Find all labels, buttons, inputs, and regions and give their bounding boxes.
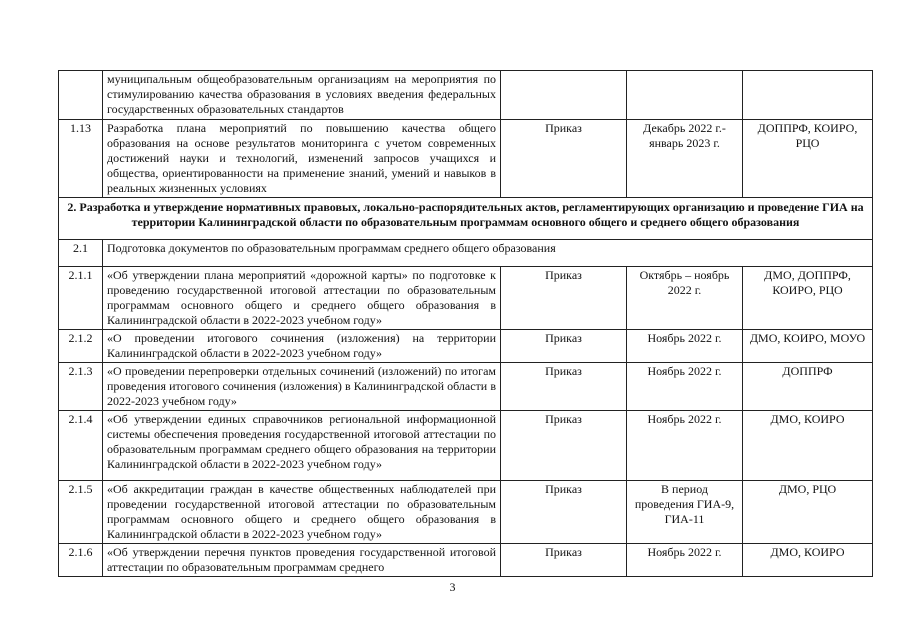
table-row	[59, 71, 873, 120]
document-type: Приказ	[501, 411, 627, 481]
subsection-row	[59, 240, 873, 267]
measure-name: «О проведении итогового сочинения (изложения) на территории Калининградской области в 2022-2023 учебном году»	[103, 330, 501, 363]
responsible: ДМО, РЦО	[743, 481, 873, 544]
deadline: Октябрь – ноябрь 2022 г.	[627, 267, 743, 330]
responsible: ДМО, ДОППРФ, КОИРО, РЦО	[743, 267, 873, 330]
measure-name: «Об утверждении перечня пунктов проведения государственной итоговой аттестации по образовательным программам среднего	[103, 544, 501, 577]
section-heading-row	[59, 198, 873, 240]
section-heading: 2. Разработка и утверждение нормативных правовых, локально-распорядительных актов, регламентирующих организацию и проведение ГИА на территории Калининградской области по образовательным программам основного общего и среднего общего образования	[59, 198, 873, 240]
row-number: 2.1.1	[59, 267, 103, 330]
deadline: Ноябрь 2022 г.	[627, 411, 743, 481]
row-number: 1.13	[59, 120, 103, 198]
document-type: Приказ	[501, 120, 627, 198]
responsible: ДМО, КОИРО	[743, 544, 873, 577]
table-row	[59, 363, 873, 411]
row-number: 2.1	[59, 240, 103, 267]
row-number	[59, 71, 103, 120]
plan-table-body	[59, 71, 873, 577]
table-row	[59, 267, 873, 330]
deadline: В период проведения ГИА-9, ГИА-11	[627, 481, 743, 544]
deadline: Ноябрь 2022 г.	[627, 544, 743, 577]
responsible: ДМО, КОИРО, МОУО	[743, 330, 873, 363]
document-type	[501, 71, 627, 120]
row-number: 2.1.6	[59, 544, 103, 577]
document-type: Приказ	[501, 267, 627, 330]
deadline: Декабрь 2022 г.- январь 2023 г.	[627, 120, 743, 198]
responsible: ДОППРФ	[743, 363, 873, 411]
document-type: Приказ	[501, 330, 627, 363]
document-type: Приказ	[501, 363, 627, 411]
document-type: Приказ	[501, 481, 627, 544]
deadline: Ноябрь 2022 г.	[627, 363, 743, 411]
measure-name: «О проведении перепроверки отдельных сочинений (изложений) по итогам проведения итогового сочинения (изложения) в Калининградской области в 2022-2023 учебном году»	[103, 363, 501, 411]
plan-table	[58, 70, 873, 577]
table-row	[59, 544, 873, 577]
measure-name: «Об утверждении плана мероприятий «дорожной карты» по подготовке к проведению государственной итоговой аттестации по образовательным программам основного общего и среднего общего образования в Калининградской области в 2022-2023 учебном году»	[103, 267, 501, 330]
deadline	[627, 71, 743, 120]
measure-name: «Об аккредитации граждан в качестве общественных наблюдателей при проведении государственной итоговой аттестации по образовательным программам основного общего и среднего общего образования в Калининградской области в 2022-2023 учебном году»	[103, 481, 501, 544]
table-row	[59, 330, 873, 363]
row-number: 2.1.3	[59, 363, 103, 411]
table-row	[59, 481, 873, 544]
table-row	[59, 411, 873, 481]
measure-name: муниципальным общеобразовательным организациям на мероприятия по стимулированию качества образования в условиях введения федеральных государственных образовательных стандартов	[103, 71, 501, 120]
row-number: 2.1.4	[59, 411, 103, 481]
deadline: Ноябрь 2022 г.	[627, 330, 743, 363]
responsible	[743, 71, 873, 120]
responsible: ДМО, КОИРО	[743, 411, 873, 481]
table-row	[59, 120, 873, 198]
measure-name: «Об утверждении единых справочников региональной информационной системы обеспечения проведения государственной итоговой аттестации по образовательным программам среднего общего образования на территории Калининградской области в 2022-2023 учебном году»	[103, 411, 501, 481]
row-number: 2.1.2	[59, 330, 103, 363]
responsible: ДОППРФ, КОИРО, РЦО	[743, 120, 873, 198]
row-number: 2.1.5	[59, 481, 103, 544]
measure-name: Разработка плана мероприятий по повышению качества общего образования на основе результатов мониторинга с учетом современных достижений науки и технологий, изменений запросов учащихся и общества, ориентированности на применение знаний, умений и навыков в реальных жизненных условиях	[103, 120, 501, 198]
document-type: Приказ	[501, 544, 627, 577]
page-number: 3	[449, 580, 456, 594]
subsection-title: Подготовка документов по образовательным программам среднего общего образования	[103, 240, 873, 267]
